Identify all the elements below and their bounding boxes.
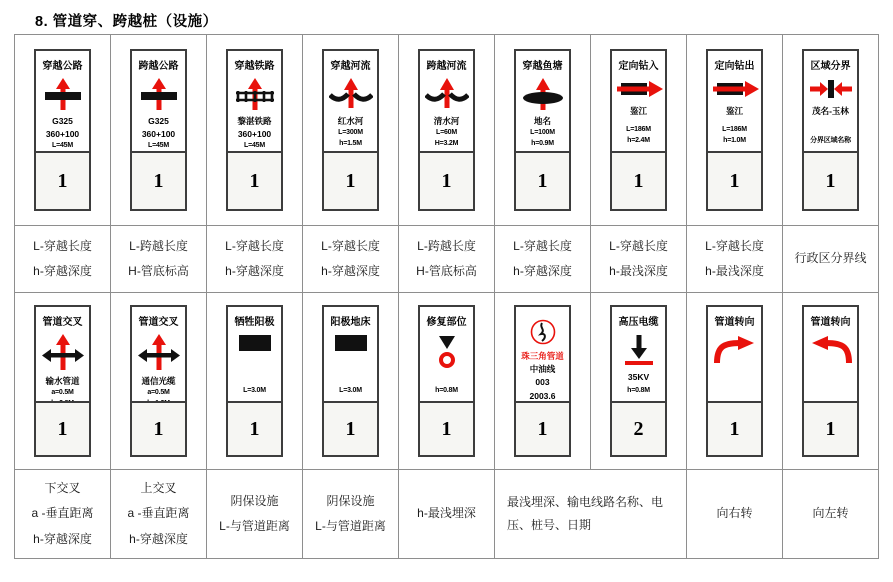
- marker-cell: [591, 35, 687, 226]
- marker-post-base: [612, 151, 665, 209]
- river-crossing-icon: [425, 78, 469, 110]
- marker-cell: [207, 293, 303, 470]
- marker-post: [130, 305, 187, 457]
- marker-post-base: [804, 401, 857, 455]
- marker-label: G325: [52, 116, 73, 126]
- marker-value: L=45M: [148, 142, 169, 150]
- description-cell: [303, 470, 399, 559]
- marker-post: [130, 49, 187, 211]
- marker-post-base: [420, 151, 473, 209]
- hv-cable-icon: [621, 334, 657, 366]
- road-crossing-icon: [137, 78, 181, 110]
- description-cell: [783, 226, 879, 293]
- marker-labels: [434, 115, 460, 128]
- description-line: h-穿越深度: [513, 264, 572, 278]
- marker-post-top: [516, 51, 569, 151]
- marker-title: 穿越河流: [330, 61, 371, 72]
- pipe-cross-icon: [137, 334, 181, 370]
- marker-title: 牺牲阳极: [234, 317, 275, 328]
- marker-post-top: [516, 307, 569, 401]
- marker-labels: [237, 115, 271, 141]
- marker-title: 区域分界: [810, 61, 851, 72]
- marker-base-number: 1: [729, 417, 740, 440]
- marker-labels: [630, 105, 647, 118]
- description-cell: [207, 226, 303, 293]
- marker-value: a=0.5M: [51, 389, 74, 397]
- marker-title: 管道转向: [810, 317, 851, 328]
- description-line: 上交叉: [140, 481, 177, 496]
- description-cell: [399, 470, 495, 559]
- marker-cell: [783, 293, 879, 470]
- description-line: L-穿越长度: [33, 238, 92, 253]
- region-boundary-icon: [809, 78, 853, 100]
- marker-post: [418, 305, 475, 457]
- marker-label: 003: [535, 377, 550, 388]
- marker-value: h=1.5M: [339, 139, 362, 147]
- marker-value: L=100M: [530, 129, 555, 137]
- marker-post-top: [612, 51, 665, 151]
- marker-values: [243, 386, 266, 397]
- description-line: L-穿越长度: [225, 238, 284, 253]
- marker-cell: [495, 35, 591, 226]
- marker-cell: [399, 35, 495, 226]
- description-line: H-管底标高: [416, 264, 477, 278]
- marker-post: [802, 49, 859, 211]
- description-row-top: [15, 226, 879, 293]
- marker-value: h=0.8M: [435, 386, 458, 394]
- marker-labels: [521, 350, 564, 403]
- turn-left-icon: [806, 334, 856, 364]
- description-line: L-与管道距离: [315, 519, 386, 533]
- marker-post-base: [132, 151, 185, 209]
- description-cell: [591, 226, 687, 293]
- marker-label: 输水管道: [45, 376, 80, 386]
- marker-label: 360+100: [141, 129, 176, 140]
- marker-value: L=3.0M: [243, 386, 266, 394]
- directional-drill-icon: [615, 78, 663, 100]
- marker-labels: [726, 105, 743, 118]
- description-cell: [399, 226, 495, 293]
- marker-values: [627, 386, 650, 397]
- marker-cell: [495, 293, 591, 470]
- marker-cell: [399, 293, 495, 470]
- marker-labels: [142, 115, 175, 141]
- marker-labels: [45, 375, 79, 388]
- description-line: H-管底标高: [128, 264, 189, 278]
- description-line: L-与管道距离: [219, 519, 290, 533]
- marker-post-base: [708, 401, 761, 455]
- marker-labels: [46, 115, 79, 141]
- marker-cell: [783, 35, 879, 226]
- marker-values: [435, 128, 459, 149]
- marker-value: a=0.5M: [147, 389, 170, 397]
- description-line: 向右转: [716, 506, 753, 521]
- marker-label: G325: [148, 116, 169, 126]
- marker-post-base: [36, 151, 89, 209]
- description-cell: [111, 470, 207, 559]
- marker-cell: [207, 35, 303, 226]
- marker-value: L=186M: [626, 126, 651, 133]
- marker-cell: [303, 293, 399, 470]
- marker-title: 修复部位: [426, 317, 467, 328]
- description-line: 最浅埋深、输电线路名称、电压、桩号、日期: [507, 495, 664, 532]
- marker-post: [706, 49, 763, 211]
- marker-label: 茂名-玉林: [812, 106, 849, 116]
- marker-label: 红水河: [337, 116, 364, 126]
- marker-values: [810, 136, 851, 147]
- marker-post-base: [612, 401, 665, 455]
- description-line: h-穿越深度: [129, 531, 188, 546]
- company-logo-icon: [530, 319, 556, 345]
- anode-block-icon: [334, 334, 368, 352]
- marker-post-base: [36, 401, 89, 455]
- marker-cell: [303, 35, 399, 226]
- marker-labels: [141, 375, 175, 388]
- marker-label: 黎湛铁路: [237, 116, 272, 126]
- description-cell: [15, 470, 111, 559]
- marker-post-top: [228, 307, 281, 401]
- marker-cell: [591, 293, 687, 470]
- marker-label: 中油线: [529, 364, 556, 375]
- marker-title: 跨越公路: [138, 61, 179, 72]
- description-cell: [207, 470, 303, 559]
- marker-cell: [687, 293, 783, 470]
- marker-post-base: [228, 151, 281, 209]
- marker-value: L=45M: [244, 142, 265, 150]
- description-line: h-最浅深度: [609, 264, 668, 278]
- marker-post-top: [324, 307, 377, 401]
- description-line: L-穿越长度: [609, 238, 668, 253]
- marker-base-number: 2: [633, 417, 644, 440]
- marker-label: 珠三角管道: [521, 351, 564, 361]
- marker-base-number: 1: [57, 417, 68, 440]
- marker-base-number: 1: [441, 169, 452, 192]
- marker-post-base: [804, 151, 857, 209]
- marker-post: [322, 305, 379, 457]
- marker-sign-table: [14, 34, 879, 559]
- marker-value: L=300M: [338, 129, 363, 137]
- marker-post-top: [804, 307, 857, 401]
- description-line: L-跨越长度: [417, 238, 476, 253]
- marker-post-base: [516, 401, 569, 455]
- description-line: 下交叉: [44, 481, 81, 496]
- marker-label: 35KV: [627, 372, 650, 382]
- marker-value: L=186M: [722, 126, 747, 133]
- marker-title: 跨越河流: [426, 61, 467, 72]
- marker-cell: [15, 293, 111, 470]
- description-cell: [15, 226, 111, 293]
- marker-post-base: [516, 151, 569, 209]
- marker-post: [34, 49, 91, 211]
- marker-post-top: [708, 307, 761, 401]
- description-line: h-最浅深度: [705, 264, 764, 278]
- marker-base-number: 1: [825, 417, 836, 440]
- description-cell: [687, 470, 783, 559]
- marker-label: 360+100: [45, 129, 80, 140]
- marker-value: L=45M: [52, 142, 73, 150]
- marker-label: 2003.6: [529, 390, 556, 401]
- marker-post-top: [132, 51, 185, 151]
- marker-values: [435, 386, 458, 397]
- marker-value: L=3.0M: [339, 386, 362, 394]
- marker-post-base: [324, 401, 377, 455]
- marker-title: 定向钻出: [714, 61, 755, 72]
- description-line: 阴保设施: [230, 493, 279, 508]
- description-cell: [495, 226, 591, 293]
- marker-value: h=1.0M: [723, 136, 746, 144]
- description-line: 行政区分界线: [794, 251, 867, 266]
- marker-title: 穿越铁路: [234, 61, 275, 72]
- marker-base-number: 1: [729, 169, 740, 192]
- marker-value: 分界区域名称: [810, 136, 851, 144]
- marker-post-top: [420, 51, 473, 151]
- marker-cell: [15, 35, 111, 226]
- marker-labels: [534, 115, 551, 128]
- marker-post: [226, 305, 283, 457]
- marker-post-top: [612, 307, 665, 401]
- marker-post: [514, 305, 571, 457]
- marker-label: 鉴江: [725, 106, 743, 116]
- marker-values: [339, 386, 362, 397]
- marker-post-top: [708, 51, 761, 151]
- marker-post: [514, 49, 571, 211]
- marker-base-number: 1: [825, 169, 836, 192]
- marker-base-number: 1: [537, 169, 548, 192]
- marker-title: 高压电缆: [618, 317, 659, 328]
- description-line: L-穿越长度: [705, 238, 764, 253]
- turn-right-icon: [710, 334, 760, 364]
- pipe-cross-icon: [41, 334, 85, 370]
- marker-post: [610, 305, 667, 457]
- description-line: h-穿越深度: [33, 531, 92, 546]
- directional-drill-icon: [711, 78, 759, 100]
- marker-base-number: 1: [249, 169, 260, 192]
- railway-crossing-icon: [233, 78, 277, 110]
- marker-cell: [111, 35, 207, 226]
- marker-base-number: 1: [345, 417, 356, 440]
- marker-post-base: [420, 401, 473, 455]
- marker-values: [626, 125, 651, 146]
- marker-title: 阳极地床: [330, 317, 371, 328]
- marker-value: H=3.2M: [434, 139, 459, 147]
- description-line: a -垂直距离: [127, 506, 190, 521]
- description-cell: [495, 470, 687, 559]
- marker-post-base: [228, 401, 281, 455]
- marker-post-base: [324, 151, 377, 209]
- marker-post-base: [132, 401, 185, 455]
- description-line: a -垂直距离: [31, 506, 94, 521]
- marker-label: 360+100: [237, 129, 272, 140]
- road-crossing-icon: [41, 78, 85, 110]
- marker-cell: [687, 35, 783, 226]
- repair-spot-icon: [432, 334, 462, 368]
- marker-post-top: [804, 51, 857, 151]
- marker-post: [322, 49, 379, 211]
- marker-values: [530, 128, 555, 149]
- marker-post: [418, 49, 475, 211]
- marker-title: 管道交叉: [138, 317, 179, 328]
- pond-crossing-icon: [521, 78, 565, 110]
- marker-label: 地名: [533, 116, 551, 126]
- marker-base-number: 1: [441, 417, 452, 440]
- marker-title: 穿越鱼塘: [522, 61, 563, 72]
- marker-post-top: [228, 51, 281, 151]
- marker-post-base: [708, 151, 761, 209]
- description-line: h-最浅埋深: [417, 506, 476, 521]
- marker-labels: [628, 371, 649, 384]
- marker-value: L=60M: [436, 129, 457, 137]
- marker-label: 鉴江: [629, 106, 647, 116]
- description-line: h-穿越深度: [33, 264, 92, 278]
- marker-label: 通信光缆: [141, 376, 176, 386]
- description-cell: [687, 226, 783, 293]
- marker-base-number: 1: [153, 417, 164, 440]
- marker-post: [226, 49, 283, 211]
- description-line: L-穿越长度: [513, 238, 572, 253]
- marker-base-number: 1: [633, 169, 644, 192]
- description-line: h-穿越深度: [321, 264, 380, 278]
- marker-labels: [812, 105, 849, 118]
- marker-title: 管道交叉: [42, 317, 83, 328]
- description-row-bottom: [15, 470, 879, 559]
- description-cell: [303, 226, 399, 293]
- marker-title: 管道转向: [714, 317, 755, 328]
- marker-post-top: [36, 307, 89, 401]
- marker-cell: [111, 293, 207, 470]
- marker-title: 定向钻入: [618, 61, 659, 72]
- marker-post: [802, 305, 859, 457]
- marker-base-number: 1: [57, 169, 68, 192]
- description-line: 阴保设施: [326, 493, 375, 508]
- marker-post-top: [36, 51, 89, 151]
- description-line: L-跨越长度: [129, 238, 188, 253]
- marker-values: [338, 128, 363, 149]
- marker-labels: [338, 115, 364, 128]
- marker-row-bottom: [15, 293, 879, 470]
- marker-post: [706, 305, 763, 457]
- description-cell: [783, 470, 879, 559]
- marker-base-number: 1: [345, 169, 356, 192]
- marker-post-top: [132, 307, 185, 401]
- page-title: 8. 管道穿、跨越桩（设施）: [35, 14, 218, 30]
- marker-value: h=2.4M: [627, 136, 650, 144]
- marker-value: h=0.9M: [531, 139, 554, 147]
- marker-base-number: 1: [249, 417, 260, 440]
- description-cell: [111, 226, 207, 293]
- marker-title: 穿越公路: [42, 61, 83, 72]
- marker-post-top: [420, 307, 473, 401]
- marker-post: [610, 49, 667, 211]
- marker-post-top: [324, 51, 377, 151]
- description-line: 向左转: [812, 506, 849, 521]
- description-line: L-穿越长度: [321, 238, 380, 253]
- marker-value: h=0.8M: [627, 386, 650, 394]
- description-line: h-穿越深度: [225, 264, 284, 278]
- river-crossing-icon: [329, 78, 373, 110]
- marker-values: [722, 125, 747, 146]
- marker-base-number: 1: [537, 417, 548, 440]
- marker-post: [34, 305, 91, 457]
- anode-block-icon: [238, 334, 272, 352]
- marker-base-number: 1: [153, 169, 164, 192]
- marker-label: 清水河: [433, 116, 460, 126]
- marker-row-top: [15, 35, 879, 226]
